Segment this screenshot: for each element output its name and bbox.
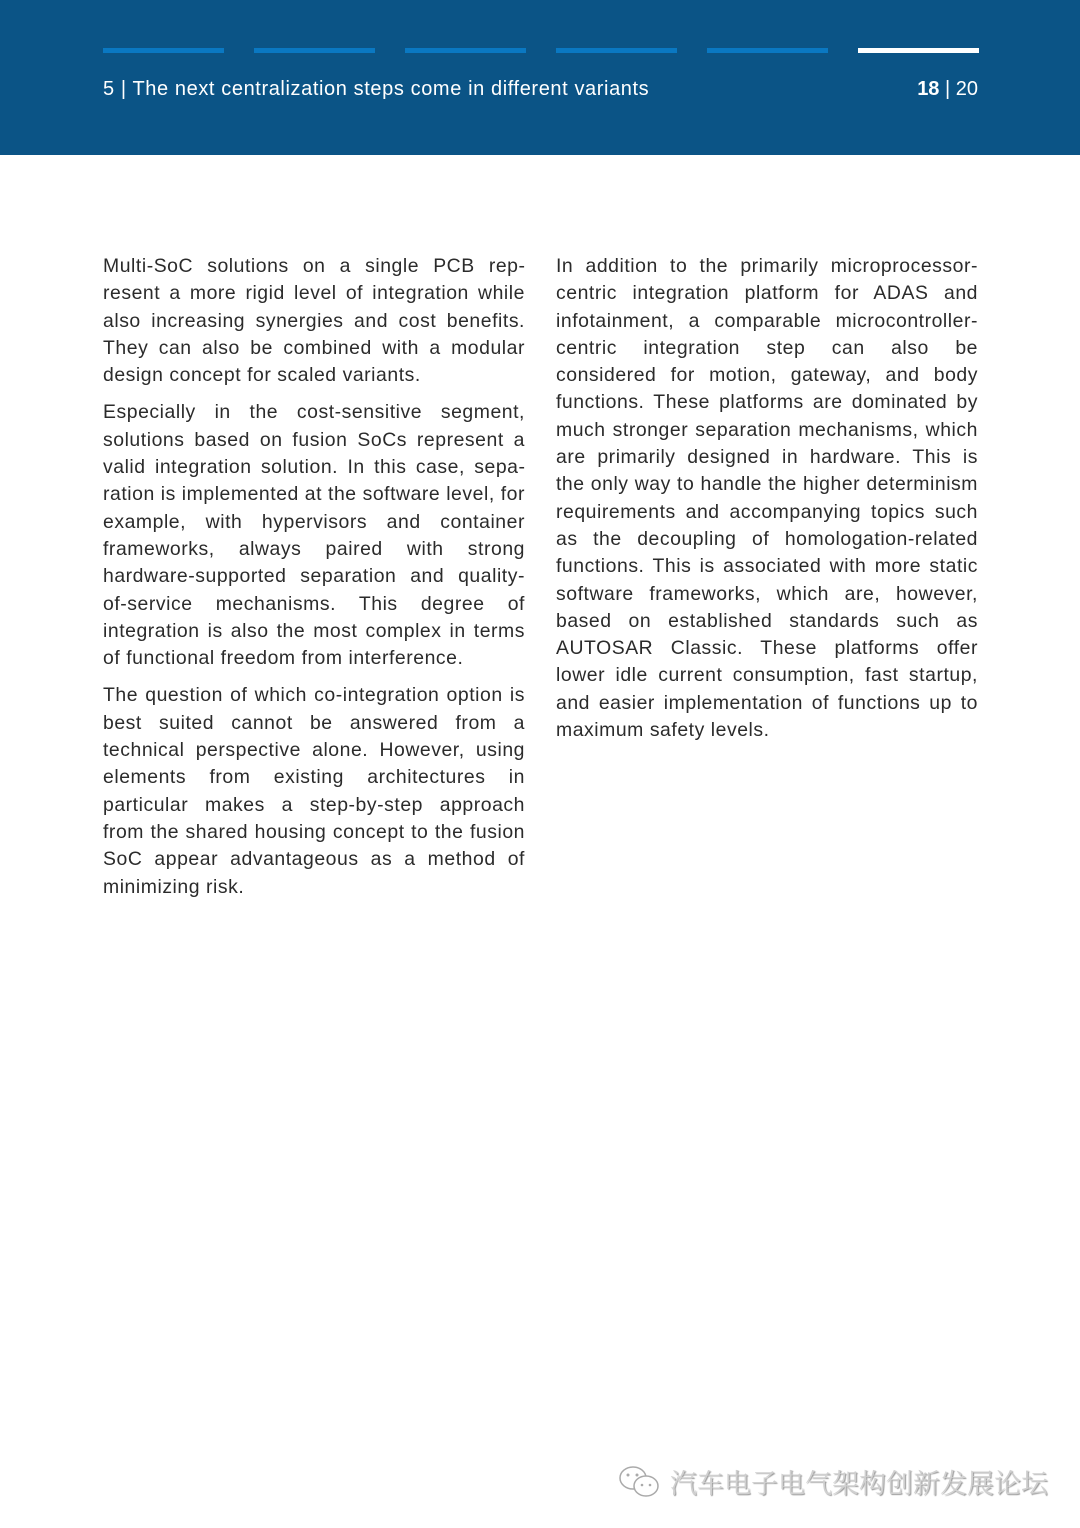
- current-page: 18: [917, 78, 940, 100]
- page-separator: |: [939, 78, 956, 100]
- right-column: [556, 253, 978, 754]
- progress-segment-4: [556, 48, 677, 53]
- page-number: [917, 78, 978, 101]
- watermark: [618, 1462, 1048, 1501]
- wechat-icon: [618, 1465, 662, 1499]
- page-header: [0, 0, 1080, 155]
- progress-segment-3: [405, 48, 526, 53]
- left-column: [103, 253, 525, 911]
- watermark-text: 汽车电子电气架构创新发展论坛: [670, 1469, 1048, 1500]
- paragraph: Especially in the cost-sensitive segment, solutions based on fusion SoCs represent a valid integration solution. In this case, separation is implemented at the software level, for example, with hypervisors and container frameworks, always paired with strong hardware-supported separation and quality-of-service mechanisms. This degree of integration is also the most complex in terms of functional freedom from interference.: [103, 401, 525, 670]
- paragraph: Multi-SoC solutions on a single PCB represent a more rigid level of integration while also increasing synergies and cost benefits. They can also be combined with a modular design concept for scaled variants.: [103, 255, 525, 387]
- progress-segment-6-active: [858, 48, 979, 53]
- chapter-title: 5 | The next centralization steps come in different variants: [103, 78, 650, 100]
- paragraph: The question of which co-integration option is best suited cannot be answered from a technical perspective alone. However, using elements from existing architectures in particular makes a step-by-step approach from the shared housing concept to the fusion SoC appear advantageous as a method of minimizing risk.: [103, 684, 525, 898]
- chapter-progress-bar: [103, 48, 979, 53]
- total-pages: 20: [955, 78, 978, 100]
- progress-segment-2: [254, 48, 375, 53]
- paragraph: In addition to the primarily microprocessor-centric integration platform for ADAS and infotainment, a comparable microcontroller-centric integration step can also be considered for motion, gateway, and body functions. These platforms are dominated by much stronger separation mechanisms, which are primarily designed in hardware. This is the only way to handle the higher determinism requirements and accompanying topics such as the decoupling of homologation-related functions. This is associated with more static software frameworks, which are, however, based on established standards such as AUTOSAR Classic. These platforms offer lower idle current consumption, fast startup, and easier implementation of functions up to maximum safety levels.: [556, 255, 978, 742]
- progress-segment-1: [103, 48, 224, 53]
- progress-segment-5: [707, 48, 828, 53]
